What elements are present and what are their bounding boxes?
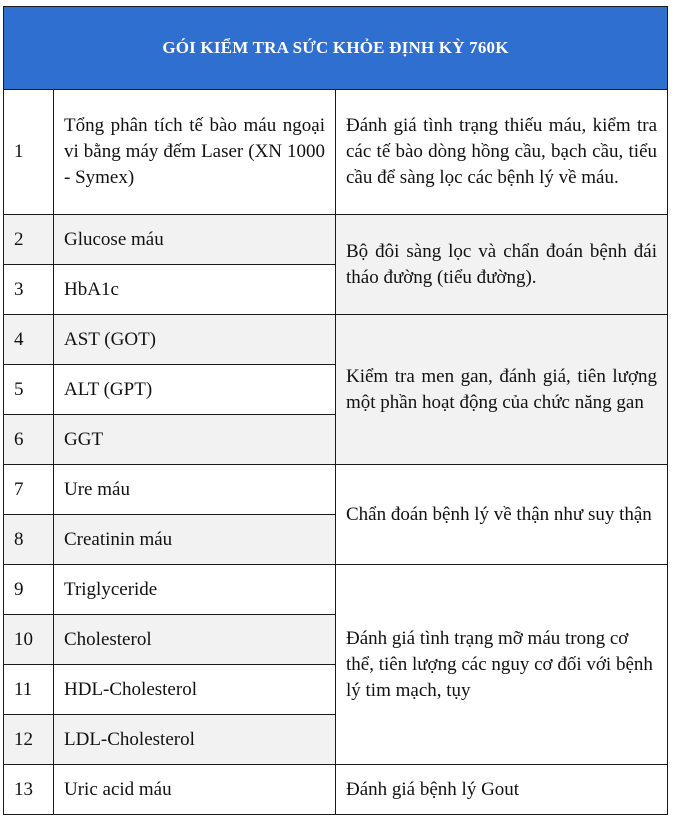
table-row <box>4 465 668 515</box>
table-row <box>4 565 668 615</box>
test-name: ALT (GPT) <box>54 365 336 415</box>
row-number: 2 <box>4 215 54 265</box>
health-package-table <box>3 6 668 815</box>
row-number: 5 <box>4 365 54 415</box>
test-name: Triglyceride <box>54 565 336 615</box>
test-name: LDL-Cholesterol <box>54 715 336 765</box>
description-liver: Kiểm tra men gan, đánh giá, tiên lượng một phần hoạt động của chức năng gan <box>336 315 668 465</box>
test-name: Ure máu <box>54 465 336 515</box>
table-title: GÓI KIỂM TRA SỨC KHỎE ĐỊNH KỲ 760K <box>4 7 668 90</box>
test-name: Glucose máu <box>54 215 336 265</box>
row-number: 1 <box>4 90 54 215</box>
row-number: 3 <box>4 265 54 315</box>
test-name: GGT <box>54 415 336 465</box>
row-number: 10 <box>4 615 54 665</box>
test-name: Tổng phân tích tế bào máu ngoại vi bằng máy đếm Laser (XN 1000 - Symex) <box>54 90 336 215</box>
row-number: 13 <box>4 765 54 815</box>
table-row <box>4 315 668 365</box>
test-name: AST (GOT) <box>54 315 336 365</box>
description-diabetes: Bộ đôi sàng lọc và chẩn đoán bệnh đái tháo đường (tiểu đường). <box>336 215 668 315</box>
row-number: 8 <box>4 515 54 565</box>
row-number: 11 <box>4 665 54 715</box>
description-blood: Đánh giá tình trạng thiếu máu, kiểm tra các tế bào dòng hồng cầu, bạch cầu, tiểu cầu để sàng lọc các bệnh lý về máu. <box>336 90 668 215</box>
table-row <box>4 90 668 215</box>
description-kidney: Chẩn đoán bệnh lý về thận như suy thận <box>336 465 668 565</box>
row-number: 4 <box>4 315 54 365</box>
row-number: 12 <box>4 715 54 765</box>
description-lipid: Đánh giá tình trạng mỡ máu trong cơ thể, tiên lượng các nguy cơ đối với bệnh lý tim mạch, tụy <box>336 565 668 765</box>
test-name: Creatinin máu <box>54 515 336 565</box>
row-number: 7 <box>4 465 54 515</box>
test-name: Cholesterol <box>54 615 336 665</box>
test-name: HDL-Cholesterol <box>54 665 336 715</box>
table-header-row <box>4 7 668 90</box>
row-number: 9 <box>4 565 54 615</box>
table-row <box>4 215 668 265</box>
row-number: 6 <box>4 415 54 465</box>
description-gout: Đánh giá bệnh lý Gout <box>336 765 668 815</box>
table-row <box>4 765 668 815</box>
test-name: Uric acid máu <box>54 765 336 815</box>
test-name: HbA1c <box>54 265 336 315</box>
